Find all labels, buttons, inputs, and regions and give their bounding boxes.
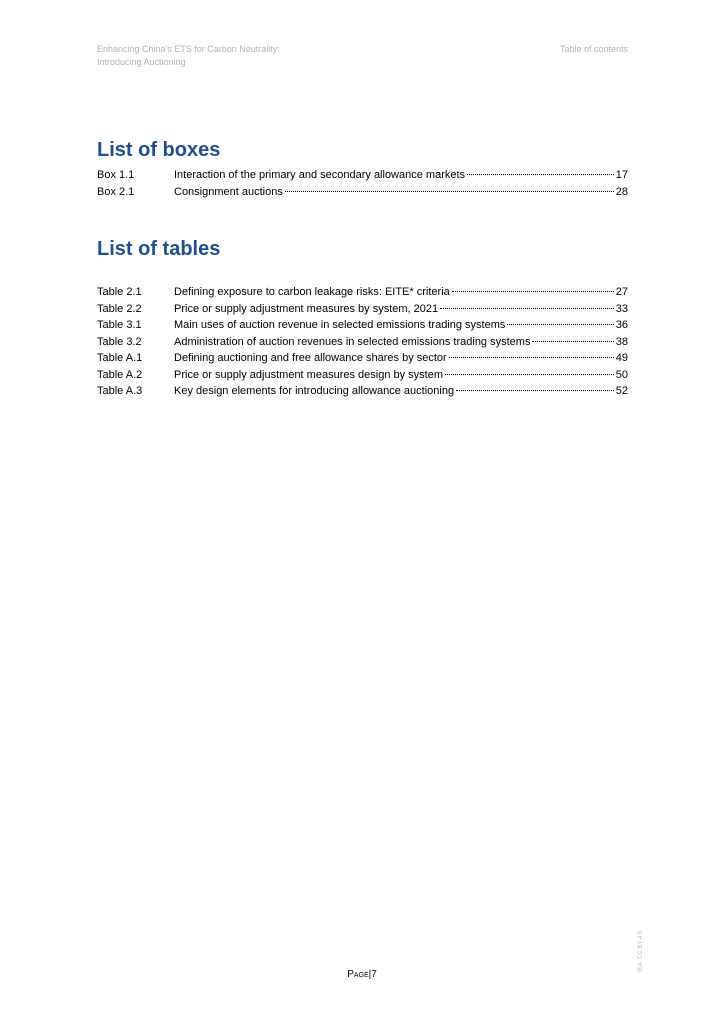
- toc-entry-title: Main uses of auction revenue in selected emissions trading systems: [174, 319, 506, 331]
- header-title-line-1: Enhancing China's ETS for Carbon Neutrality:: [97, 44, 280, 54]
- toc-entry-page: 38: [615, 335, 628, 348]
- dot-leader: [440, 308, 614, 309]
- page-footer: [0, 969, 724, 980]
- toc-entry-page: 50: [615, 368, 628, 381]
- toc-entry-box-2-1[interactable]: [97, 184, 628, 201]
- dot-leader: [456, 390, 614, 391]
- toc-entry-page: 36: [615, 319, 628, 331]
- page-number: 7: [371, 969, 377, 980]
- toc-entry-title: Key design elements for introducing allowance auctioning: [174, 385, 455, 397]
- toc-entry-label: Table 2.2: [97, 302, 142, 315]
- toc-entry-page: 52: [615, 385, 628, 397]
- toc-entry-title: Administration of auction revenues in selected emissions trading systems: [174, 335, 531, 348]
- toc-entry-label: Box 1.1: [97, 169, 135, 181]
- toc-entry-table-a-2[interactable]: [97, 367, 628, 384]
- toc-entry-table-2-2[interactable]: [97, 301, 628, 318]
- page-separator: |: [368, 969, 372, 980]
- toc-entry-label: Table A.3: [97, 385, 143, 397]
- running-header-section: Table of contents: [559, 44, 628, 54]
- toc-entry-page: 17: [615, 169, 628, 181]
- toc-entry-label: Box 2.1: [97, 185, 135, 198]
- toc-entry-label: Table A.1: [97, 352, 143, 364]
- list-of-boxes: [97, 167, 628, 200]
- dot-leader: [452, 291, 614, 292]
- toc-entry-page: 28: [615, 185, 628, 198]
- list-of-tables-heading: List of tables: [97, 238, 221, 260]
- toc-entry-title: Defining auctioning and free allowance shares by sector: [174, 352, 447, 364]
- license-notice: IEA. CC BY 4.0.: [638, 929, 644, 972]
- toc-entry-title: Price or supply adjustment measures by system, 2021: [174, 302, 439, 315]
- toc-entry-title: Price or supply adjustment measures design by system: [174, 368, 444, 381]
- toc-entry-title: Defining exposure to carbon leakage risks: EITE* criteria: [174, 286, 450, 298]
- dot-leader: [445, 374, 614, 375]
- toc-entry-box-1-1[interactable]: [97, 167, 628, 184]
- dot-leader: [449, 357, 614, 358]
- page-label: Page: [347, 969, 369, 980]
- dot-leader: [285, 191, 614, 192]
- toc-entry-page: 27: [615, 286, 628, 298]
- toc-entry-label: Table 3.2: [97, 335, 142, 348]
- toc-entry-table-3-1[interactable]: [97, 317, 628, 334]
- dot-leader: [532, 341, 613, 342]
- toc-entry-title: Consignment auctions: [174, 185, 283, 198]
- dot-leader: [467, 174, 614, 175]
- header-title-line-2: Introducing Auctioning: [97, 57, 186, 67]
- toc-entry-table-3-2[interactable]: [97, 334, 628, 351]
- list-of-boxes-heading: List of boxes: [97, 139, 221, 161]
- toc-entry-table-a-1[interactable]: [97, 350, 628, 367]
- dot-leader: [507, 324, 613, 325]
- toc-entry-page: 33: [615, 302, 628, 315]
- toc-entry-label: Table 2.1: [97, 286, 142, 298]
- toc-entry-title: Interaction of the primary and secondary allowance markets: [174, 169, 466, 181]
- toc-entry-label: Table A.2: [97, 368, 143, 381]
- toc-entry-table-2-1[interactable]: [97, 284, 628, 301]
- list-of-tables: [97, 284, 628, 400]
- running-header-title: [97, 43, 280, 69]
- toc-entry-page: 49: [615, 352, 628, 364]
- toc-entry-table-a-3[interactable]: [97, 383, 628, 400]
- toc-entry-label: Table 3.1: [97, 319, 142, 331]
